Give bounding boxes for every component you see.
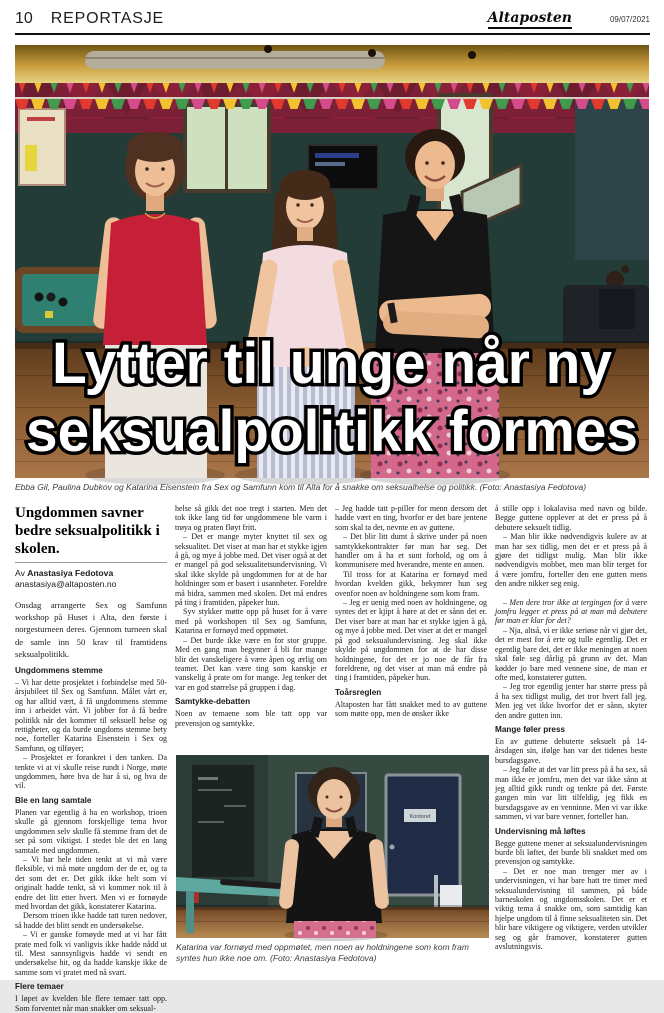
headline-line2: seksualpolitikk formes (26, 399, 638, 464)
subhead: Toårsreglen (335, 687, 382, 697)
paragraph: – Man blir ikke nødvendigvis kulere av at man har sex tidlig, men det er et press på å gjøre det tidligst mulig. Man blir ikke nødvendigvis mobbet, men man blir terget for å være jomfru, forteller den ene gutten mens den andre nikker seg enig. (495, 532, 647, 589)
article-column-1 (15, 504, 167, 1013)
paragraph: å stille opp i lokalavisa med navn og bilde. Begge guttene opplever at det er press på å debutere seksuelt tidlig. (495, 504, 647, 532)
paragraph: Dersom trioen ikke hadde tatt turen nedover, så hadde det blitt sendt en undersøkelse. (15, 911, 167, 930)
paragraph: – Det blir litt dumt å skrive under på noen samtykkekontrakter før man har seg. Det handler om å ha et sunt forhold, og om å kommunisere med hverandre, mente en annen. (335, 532, 487, 570)
paragraph: – Nja, altså, vi er ikke seriøse når vi gjør det, det er mest for å erte og tulle egentlig. Det er egentlig bare det, det er ikke meningen at noen skal føle seg dårlig på grunn av det. Man kødder jo bare med vennene sine, de man er ofte med, konstaterer gutten. (495, 625, 647, 682)
subhead: Samtykke-debatten (175, 697, 251, 707)
interview-question: – Men dere tror ikke at tergingen for å være jomfru legger et press på at man må debutere før man er klar for det? (495, 597, 647, 626)
door-sign-label: Kontoret (409, 814, 431, 820)
subhead: Ungdommens stemme (15, 666, 103, 676)
paragraph: – Vi er ganske fornøyde med at vi har fått prate med folk vi vanligvis ikke hadde nådd ut til. Mest sannsynligvis hadde vi sendt en undersøkelse hit, og da hadde kanskje ikke de samme som vi pratet med nå svart. (15, 930, 167, 977)
paragraph: En av guttene debuterte seksuelt på 14-årsdagen sin, ifølge han var det tidenes beste bursdagsgave. (495, 736, 647, 765)
byline (15, 568, 167, 579)
paragraph: helse så gikk det noe tregt i starten. Men det tok ikke lang tid før ungdommene ble varm i trøya og praten fløyt fritt. (175, 504, 327, 532)
lead-paragraph: Onsdag arrangerte Sex og Samfunn workshop på Huset i Alta, den første i norgesturneen deres. Gjennom turneen skal de samle inn 50 krav til framtidens seksualpolitikk. (15, 600, 167, 659)
paragraph: – Jeg er uenig med noen av holdningene, og syntes det er kjipt å høre at det er sånn det er. Det viser bare at man har et stykke igjen å gå, og mye å jobbe med. Det viser at det er mangel på god seksualundervisning. Jeg skal ikke skylde på ungdommen for at de har disse holdningene, for det er jo noe de får fra foreldrene, og det viser at man må endre på ting i framtiden, påpeker hun. (335, 598, 487, 683)
secondary-photo-illustration (176, 755, 489, 938)
paragraph: Altaposten har fått snakket med to av guttene som møtte opp, men de ønsker ikke (335, 699, 487, 719)
subhead: Ble en lang samtale (15, 795, 92, 805)
paragraph: Begge guttene mener at seksualundervisningen burde bli løftet, det burde bli snakket med om prevensjon og samtykke. (495, 838, 647, 867)
header-rule (15, 33, 650, 35)
newspaper-logo: Altaposten (488, 10, 572, 29)
paragraph: Noen av temaene som ble tatt opp var prevensjon og samtykke. (175, 709, 327, 728)
paragraph: – Vi har hele tiden tenkt at vi må være fleksible, vi må møte ungdom der de er, og ta det som det er. Det gikk ikke helt som vi originalt hadde tenkt, så vi kommer nok til å endre det litt etter hvert. Men vi er fornøyde med hvordan det gikk, konstaterer Katarina. (15, 854, 167, 911)
article-column-4 (495, 504, 647, 978)
issue-date: 09/07/2021 (609, 14, 650, 24)
paragraph: – Det er mange myter knyttet til sex og seksualitet. Det viser at man har et stykke igjen å gå, og mye å jobbe med. Det viser også at det er mangel på god seksualitetsundervisning. Vi skal ikke skylde på ungdommen for at de har holdninger som er basert i usannheter. Foreldre må bidra, sammen med skolen. Det må endres på ting i framtiden, påpeker hun. (175, 532, 327, 608)
byline-prefix: Av (15, 568, 25, 578)
paragraph: – Jeg følte at det var litt press på å ha sex, så man ikke er jomfru, men det var ikke sånn at jeg alltid gikk rundt og tenkte på det. Første gangen min var litt tilfeldig, jeg fikk en bursdagsgave av en venninne. Men vi var ikke sammen, vi var bare venner, forteller han. (495, 765, 647, 822)
paragraph: – Prosjektet er forankret i den tanken. Da tenkte vi at vi skulle reise rundt i Norge, møte ungdommen, høre hva de har å si, og hva de vil. (15, 753, 167, 791)
author-email: anastasiya@altaposten.no (15, 578, 117, 589)
page-header (15, 7, 650, 31)
article-title: Ungdommen savner bedre seksualpolitikk i skolen. (15, 505, 160, 557)
paragraph: – Det burde ikke være en for stor gruppe. Med en gang man begynner å bli for mange blir det vanskeligere å være åpen og ærlig om teamet. Det kan være ting som kanskje er vanskelig å prate om for mange. Jeg tenker det var en god størrelse på gruppen i dag. (175, 635, 327, 692)
author-name: Anastasiya Fedotova (27, 568, 114, 578)
title-rule (15, 562, 167, 563)
paragraph: Syv stykker møtte opp på huset for å være med på workshopen til Sex og Samfunn, Katarina er fornøyd med oppmøtet. (175, 607, 327, 636)
hero-photo (15, 45, 649, 478)
paragraph: I løpet av kvelden ble flere temaer tatt opp. Som forventet når man snakker om seksual- (15, 994, 167, 1013)
section-title: REPORTASJE (50, 10, 165, 27)
hero-caption: Ebba Gil, Paulina Dubkov og Katarina Eisenstein fra Sex og Samfunn kom til Alta for å snakke om seksualhelse og politikk. (Foto: Anastasiya Fedotova) (15, 482, 587, 492)
paragraph: Planen var egentlig å ha en workshop, trioen skulle gå gjennom forskjellige tema hvor ungdommen selv skulle få stemme fram det de ser på som viktigst. I stedet ble det en lang samtale med ungdommen. (15, 807, 167, 855)
subhead: Mange føler press (495, 724, 566, 734)
secondary-photo-caption: Katarina var fornøyd med oppmøtet, men noen av holdningene som kom fram syntes hun ikke noe om. (Foto: Anastasiya Fedotova) (176, 942, 487, 963)
paragraph: – Vi har dette prosjektet i forbindelse med 50-årsjubileet til Sex og Samfunn. Målet vårt er, og har alltid vært, å få ungdommens stemme inn i arbeidet vårt. Vi jobber for å få bedre politikk når det kommer til seksuell helse og rettigheter, og da burde ungdoms stemme bety noe, forteller Katarina Eisenstein i Sex og Samfunn, og tilføyer; (15, 678, 167, 753)
hero-photo-illustration (15, 45, 649, 478)
paragraph: Til tross for at Katarina er fornøyd med hvordan kvelden gikk, bekymrer hun seg ovenfor noen av holdningene som kom fram. (335, 569, 487, 598)
paragraph: – Det er noe man trenger mer av i undervisningen, vi har bare hatt tre timer med seksualundervisning til sammen, på både barneskolen og ungdomsskolen. Det er et viktig tema å snakke om, som samtidig kan hjelpe ungdom til å finne seksualiteten sin. Det blir bare viktigere og viktigere, verden utvikler seg og går framover, konstaterer gutten avslutningsvis. (495, 866, 647, 952)
headline-line1: Lytter til unge når ny (52, 331, 612, 396)
paragraph: – Jeg tror egentlig jenter har større press på å ha sex tidligst mulig, det tror hvert fall jeg. Men jeg vet ikke hvorfor det er sånn, skyter den andre gutten inn. (495, 682, 647, 720)
ceiling (15, 45, 649, 85)
paragraph: – Jeg hadde tatt p-piller for menn dersom det hadde vært en ting, hvorfor er det bare jentene som skal ta det, nevnte en av guttene. (335, 504, 487, 532)
page-number: 10 (15, 10, 33, 27)
subhead: Flere temaer (15, 982, 64, 992)
secondary-photo (176, 755, 489, 938)
subhead: Undervisning må løftes (495, 826, 586, 836)
